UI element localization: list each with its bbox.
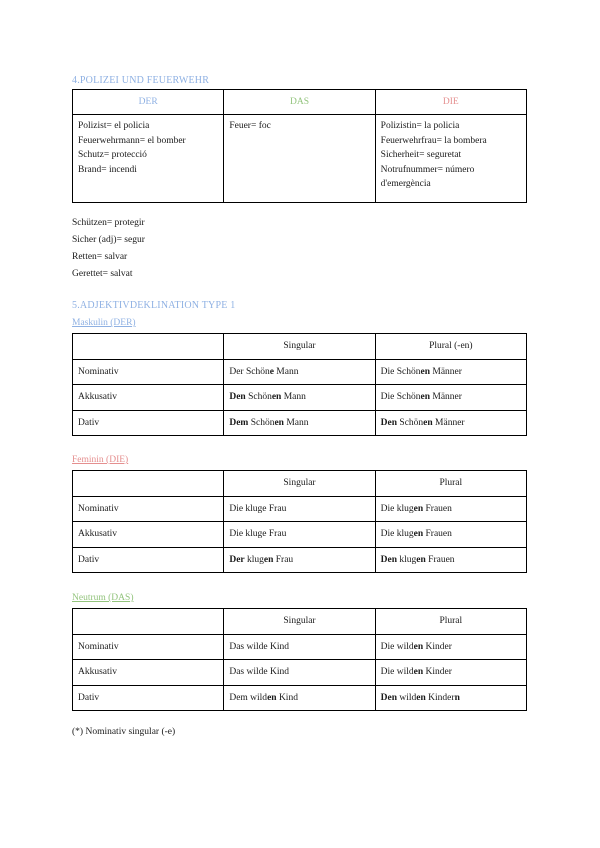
- table-row: [73, 385, 527, 411]
- singular-cell: Den Schönen Mann: [224, 385, 375, 411]
- table-row: [73, 634, 527, 660]
- section-5-title: 5.ADJEKTIVDEKLINATION TYPE 1: [72, 300, 236, 311]
- vocab-list: [72, 215, 145, 283]
- vocab-entry: Feuer= foc: [229, 121, 271, 131]
- vocab-entry: Feuerwehrfrau= la bombera: [380, 135, 487, 146]
- case-label: Nominativ: [73, 359, 224, 385]
- neutrum-label: Neutrum (DAS): [72, 593, 134, 603]
- vocab-line: Gerettet= salvat: [72, 269, 133, 279]
- singular-cell: Dem Schönen Mann: [224, 410, 375, 436]
- plural-cell: Den klugen Frauen: [375, 547, 526, 573]
- singular-cell: Der Schöne Mann: [224, 359, 375, 385]
- singular-cell: Die kluge Frau: [224, 522, 375, 548]
- case-label: Nominativ: [73, 496, 224, 522]
- table-row: [73, 547, 527, 573]
- case-label: Akkusativ: [73, 522, 224, 548]
- vocab-entry: Polizist= el policia: [78, 121, 150, 131]
- vocab-entry: Feuerwehrmann= el bomber: [78, 135, 186, 146]
- singular-cell: Das wilde Kind: [224, 660, 375, 686]
- case-label: Akkusativ: [73, 385, 224, 411]
- singular-cell: Dem wilden Kind: [224, 685, 375, 711]
- singular-cell: Das wilde Kind: [224, 634, 375, 660]
- police-vocab-table: [72, 89, 527, 203]
- vocab-entry: Polizistin= la policia: [380, 121, 460, 131]
- vocab-line: Retten= salvar: [72, 252, 128, 262]
- singular-cell: Die kluge Frau: [224, 496, 375, 522]
- empty-header-cell: [73, 334, 224, 360]
- col-singular: Singular: [224, 609, 375, 635]
- case-label: Akkusativ: [73, 660, 224, 686]
- section-4-title: 4.POLIZEI UND FEUERWEHR: [72, 75, 210, 86]
- vocab-entry: d'emergència: [380, 179, 431, 189]
- feminin-label: Feminin (DIE): [72, 455, 129, 465]
- table-row: [73, 410, 527, 436]
- empty-header-cell: [73, 471, 224, 497]
- case-label: Dativ: [73, 410, 224, 436]
- table-row: [73, 522, 527, 548]
- col-plural: Plural (-en): [375, 334, 526, 360]
- table-row: [73, 685, 527, 711]
- col-singular: Singular: [224, 334, 375, 360]
- plural-cell: Die wilden Kinder: [375, 634, 526, 660]
- maskulin-label: Maskulin (DER): [72, 318, 136, 328]
- feminin-table: [72, 470, 527, 573]
- plural-cell: Die Schönen Männer: [375, 385, 526, 411]
- header-der: DER: [73, 90, 224, 115]
- vocab-entry: Sicherheit= seguretat: [380, 150, 462, 160]
- vocab-entry: Notrufnummer= número: [380, 164, 475, 175]
- col-plural: Plural: [375, 609, 526, 635]
- header-das: DAS: [224, 90, 375, 115]
- col-plural: Plural: [375, 471, 526, 497]
- das-words-cell: [224, 115, 375, 203]
- table-row: [73, 359, 527, 385]
- footnote: (*) Nominativ singular (-e): [72, 727, 176, 737]
- vocab-line: Sicher (adj)= segur: [72, 235, 145, 245]
- plural-cell: Die wilden Kinder: [375, 660, 526, 686]
- case-label: Dativ: [73, 547, 224, 573]
- case-label: Nominativ: [73, 634, 224, 660]
- plural-cell: Die klugen Frauen: [375, 522, 526, 548]
- neutrum-table: [72, 608, 527, 711]
- vocab-entry: Schutz= protecció: [78, 150, 147, 160]
- maskulin-table: [72, 333, 527, 436]
- table-row: [73, 496, 527, 522]
- header-die: DIE: [375, 90, 526, 115]
- vocab-entry: Brand= incendi: [78, 164, 137, 175]
- plural-cell: Die Schönen Männer: [375, 359, 526, 385]
- vocab-line: Schützen= protegir: [72, 218, 145, 228]
- singular-cell: Der klugen Frau: [224, 547, 375, 573]
- plural-cell: Den wilden Kindern: [375, 685, 526, 711]
- case-label: Dativ: [73, 685, 224, 711]
- plural-cell: Die klugen Frauen: [375, 496, 526, 522]
- col-singular: Singular: [224, 471, 375, 497]
- der-words-cell: [73, 115, 224, 203]
- table-row: [73, 660, 527, 686]
- empty-header-cell: [73, 609, 224, 635]
- plural-cell: Den Schönen Männer: [375, 410, 526, 436]
- die-words-cell: [375, 115, 526, 203]
